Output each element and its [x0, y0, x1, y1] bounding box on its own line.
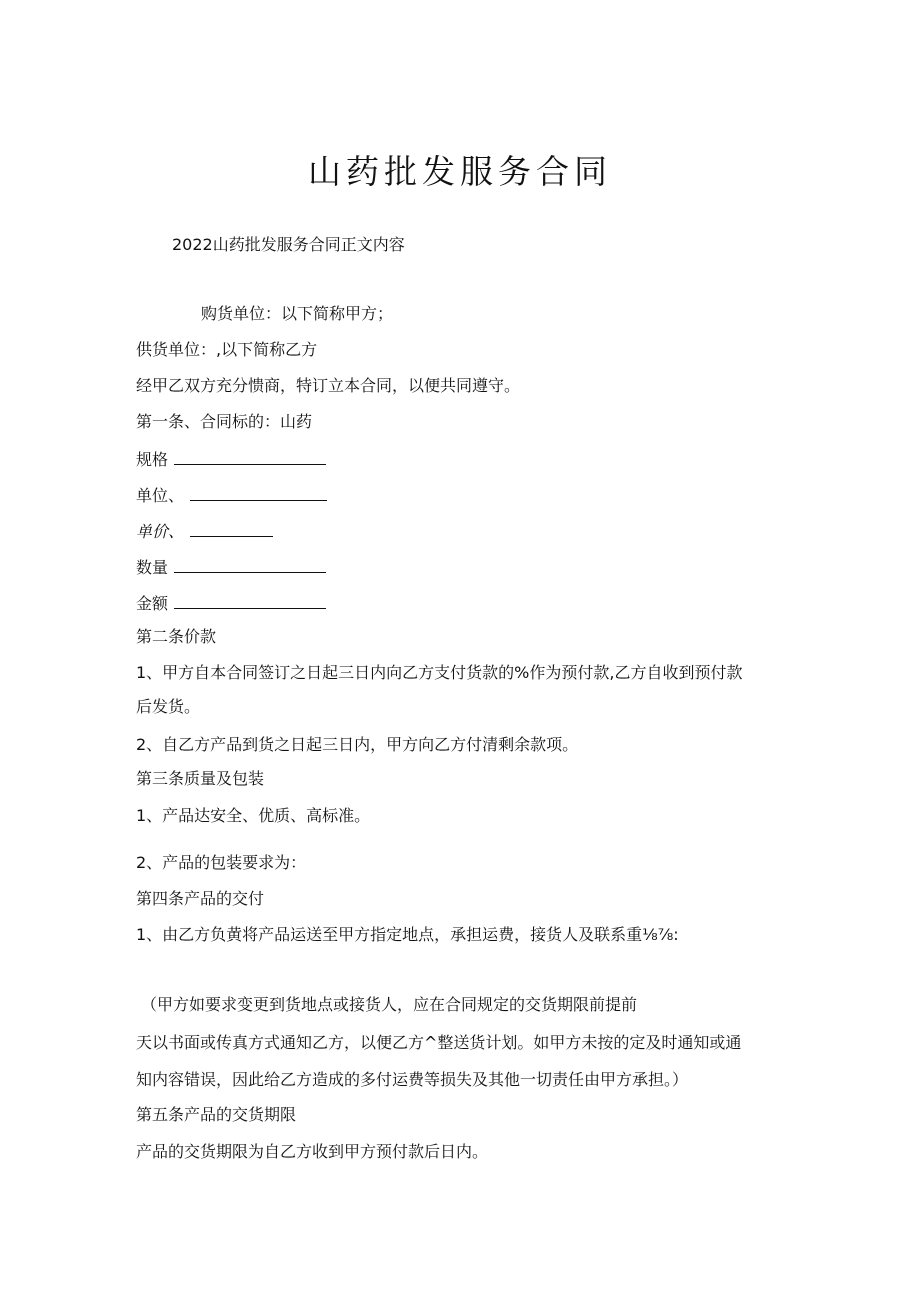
article-3-clause-1: 1、产品达安全、优质、高标准。 — [136, 806, 371, 825]
quantity-label: 数量 — [136, 558, 169, 577]
amount-blank — [174, 592, 326, 609]
amount-label: 金额 — [136, 594, 169, 613]
delivery-note-line-2: 天以书面或传真方式通知乙方，以便乙方^整送货计划。如甲方未按的定及时通知或通 — [136, 1033, 742, 1052]
article-3-clause-2: 2、产品的包装要求为： — [136, 853, 307, 872]
article-2-heading: 第二条价款 — [136, 627, 217, 646]
delivery-note-line-1: （甲方如要求变更到货地点或接货人，应在合同规定的交货期限前提前 — [141, 995, 638, 1014]
amount-row — [136, 592, 326, 614]
quantity-row — [136, 556, 326, 578]
article-1-heading: 第一条、合同标的：山药 — [136, 412, 313, 431]
preamble: 经甲乙双方充分愦商，特订立本合同，以便共同遵守。 — [136, 376, 521, 395]
quantity-blank — [174, 556, 326, 573]
page-title: 山药批发服务合同 — [308, 152, 612, 191]
article-2-clause-2: 2、自乙方产品到货之日起三日内，甲方向乙方付清剩余款项。 — [136, 735, 579, 754]
article-2-clause-1: 1、甲方自本合同签订之日起三日内向乙方支付货款的%作为预付款,乙方自收到预付款 — [136, 663, 743, 682]
article-2-clause-1-cont: 后发货。 — [136, 697, 201, 716]
spec-label: 规格 — [136, 450, 169, 469]
price-blank — [190, 520, 273, 537]
price-label: 单价、 — [136, 522, 185, 541]
unit-label: 单位、 — [136, 486, 185, 505]
buyer-line: 购货单位：以下简称甲方； — [201, 304, 394, 323]
article-4-heading: 第四条产品的交付 — [136, 889, 265, 908]
article-5-heading: 第五条产品的交货期限 — [136, 1105, 297, 1124]
article-4-clause-1: 1、由乙方负黄将产品运送至甲方指定地点，承担运费，接货人及联系重⅛⅞: — [136, 925, 679, 944]
unit-row — [136, 484, 327, 506]
spec-row — [136, 448, 326, 470]
subtitle: 2022山药批发服务合同正文内容 — [172, 235, 405, 254]
supplier-line: 供货单位：,以下简称乙方 — [136, 340, 318, 359]
spec-blank — [174, 448, 326, 465]
article-5-clause: 产品的交货期限为自乙方收到甲方预付款后日内。 — [136, 1142, 489, 1161]
unit-blank — [190, 484, 327, 501]
article-3-heading: 第三条质量及包装 — [136, 769, 265, 788]
delivery-note-line-3: 知内容错误，因此给乙方造成的多付运费等损失及其他一切责任由甲方承担。） — [136, 1070, 689, 1089]
price-row — [136, 520, 273, 542]
